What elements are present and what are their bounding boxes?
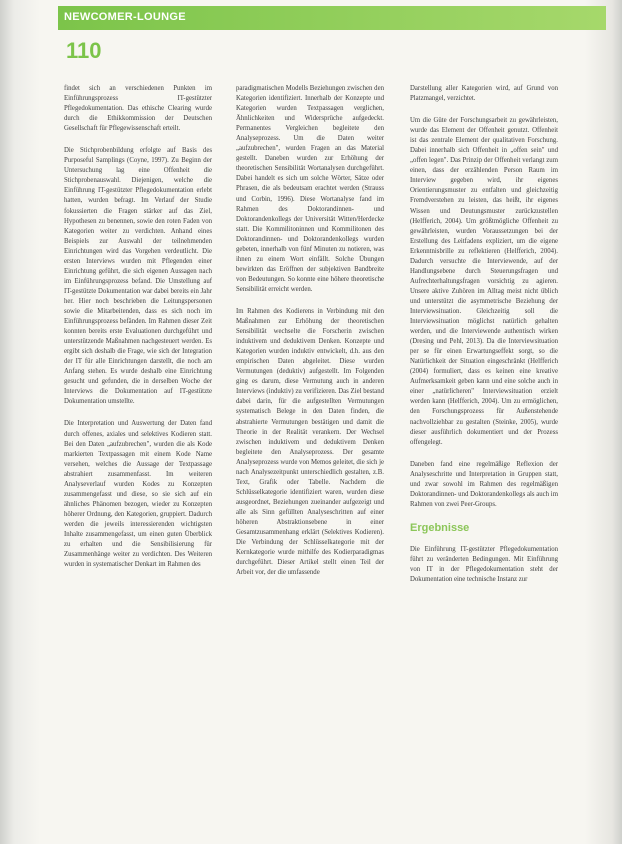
paragraph: Die Interpretation und Auswertung der Daten fand durch offenes, axiales und selektives Kodieren statt. Bei den Daten „aufzubrechen", wurden die als Kode markierten Textpassagen mit einem Kode Name versehen, welches die Aussage der Textpassage abstrahiert zusammenfasst. Im weiteren Analyseverlauf wurden Kodes zu Konzepten zusammengefasst und diese, so sie sich auf ein ähnliches Phänomen bezogen, wieder zu Konzepten höherer Ordnung, den Kategorien, gruppiert. Dadurch werden die jeweils interessierenden wichtigsten Inhalte zusammengefasst, um einen guten Überblick zu erhalten und die Sensibilisierung für Zusammenhänge weiter zu verdichten. Des Weiteren wurden in systematischer Denkart im Rahmen des (64, 420, 212, 569)
paragraph: findet sich an verschiedenen Punkten im Einführungsprozess IT-gestützter Pflegedokumentation. Das ethische Clearing wurde durch die Ethikkommission der Deutschen Gesellschaft für Pflegewissenschaft erteilt. (64, 85, 212, 133)
text-column-3 (410, 84, 558, 597)
section-heading: Ergebnisse (410, 521, 470, 534)
paragraph: paradigmatischen Modells Beziehungen zwischen den Kategorien identifiziert. Innerhalb der Konzepte und Kategorien wurden Textpassagen verglichen, Ähnlichkeiten und Widersprüche aufgedeckt. Permanentes Vergleichen begleitete den Analyseprozess. Um die Daten weiter „aufzubrechen", wurden Fragen an das Material gestellt. Daneben wurden zur Erhöhung der theoretischen Sensibilität Wortanalysen durchgeführt. Dabei handelt es sich um solche Wörter, Sätze oder Phrasen, die als bedeutsam erachtet werden (Strauss und Corbin, 1996). Diese Wortanalyse fand im Rahmen des Doktorandinnen- und Doktorandenkollegs der Universität Witten/Herdecke statt. Die Kommilitoninnen und Kommilitonen des Doktorandinnen- und Doktorandenkollegs wurden gebeten, innerhalb von fünf Minuten zu notieren, was ihnen zu einem Wort einfällt. Solche Übungen bewirkten das Eröffnen der subjektiven Bandbreite von Bedeutungen. So konnte eine höhere theoretische Sensibilität erreicht werden. (236, 85, 384, 293)
section-banner (58, 6, 606, 30)
paragraph: Um die Güte der Forschungsarbeit zu gewährleisten, wurde das Element der Offenheit genutzt. Offenheit ist das zentrale Element der qualitativen Forschung. Dabei innerhalb sich Offenheit in „offen sein" und „offen legen". Das Prinzip der Offenheit verlangt zum einen, dass der erzählenden Person Raum im Interview gegeben wird, ihr eigenes Orientierungsmuster zu entfalten und gleichzeitig Fremdverstehen zu leisten, das heißt, ihr eigenes Wissen und Deutungsmuster zurückzustellen (Helfferich, 2004). Um größtmögliche Offenheit zu gewährleisten, wurden Voraussetzungen bei der Erstellung des Leitfadens expliziert, um die eigene Erkenntnisbrille zu reflektieren (Helfferich, 2004). Dadurch versuchte die Interviewende, auf der Handlungsebene durch Steuerungsfragen und Aufrechterhaltungsfragen vorsichtig zu agieren. Unsere aktive Zuhören im Alltag meist nicht üblich und unterstützt die asymmetrische Beziehung der Interviewsituation. Gleichzeitig soll die Interviewsituation möglichst natürlich gehalten werden, und die Interviewende authentisch wirken (Dresing und Pehl, 2013). Da die Interviewsituation per se für einen Erwartungseffekt sorgt, so die Natürlichkeit der Situation eingeschränkt (Helfferich (2004) formuliert, dass es keinen eine kreative Aufmerksamkeit geben kann und eine solche auch in einer „natürlicheren" Interviewsituation erzielt werden kann (Helfferich, 2004). Um zu ermöglichen, den Forschungsprozess für Außenstehende nachvollziehbar zu gestalten (Steinke, 2005), wurde dieser ausführlich dokumentiert und der Prozess offengelegt. (410, 117, 558, 446)
page-number: 110 (66, 38, 102, 63)
text-column-2 (236, 84, 384, 590)
paragraph: Darstellung aller Kategorien wird, auf Grund von Platzmangel, verzichtet. (410, 85, 558, 103)
paragraph: Die Einführung IT-gestützter Pflegedokumentation führt zu veränderten Bedingungen. Mit Einführung von IT in der Pflegedokumentation steht der Dokumentation eine technische Instanz zur (410, 545, 558, 584)
paragraph: Im Rahmen des Kodierens in Verbindung mit den Maßnahmen zur Erhöhung der theoretischen Sensibilität wechselte die Forscherin zwischen induktivem und deduktivem Denken. Konzepte und Kategorien wurden induktiv entwickelt, d.h. aus den empirischen Daten abgeleitet. Diese wurden Vermutungen (deduktiv) aufgestellt. Im Folgenden ging es darum, diese Vermutung auch in anderen Interviews (induktiv) zu verifizieren. Das Ziel bestand dabei darin, für die aufgestellten Vermutungen systematisch Belege in den Daten finden, die abstrahierte Vermutungen bestätigen und damit die Theorie in der Realität verankern. Der Wechsel zwischen induktivem und deduktivem Denken begleitete den Analyseprozess. Der gesamte Analyseprozess wurde von Memos geleitet, die sich je nach Analysezeitpunkt unterschiedlich gestalten, z.B. Text, Grafik oder Tabelle. Nachdem die Schlüsselkategorie identifiziert waren, wurden diese ausgeordnet, Beziehungen zueinander aufgezeigt und alle als Sinn gefüllten Analyseschritten auf einer höheren Abstraktionsebene in einer Gesamtzusammenhang erklärt (Selektives Kodieren). Die Verbindung der Schlüsselkategorie mit der Kernkategorie wurde mithilfe des Kodierparadigmas durchgeführt. Dieser Artikel stellt einen Teil der Arbeit vor, der die umfassende (236, 307, 384, 577)
text-column-1 (64, 84, 212, 582)
paragraph: Die Stichprobenbildung erfolgte auf Basis des Purposeful Samplings (Coyne, 1997). Zu Beginn der Untersuchung lag eine Offenheit die Stichprobenauswahl. Diejenigen, welche die Einführung IT-gestützter Pflegedokumentation erlebt hatten, wurden befragt. Im Verlauf der Studie fokussierten die Fragen stärker auf das Ziel, Hypothesen zu benennen, sowie den roten Faden von Kategorien weiter zu verdichten. Anhand eines Beispiels zur Auswahl der teilnehmenden Einrichtungen wird das Vorgehen verdeutlicht. Die ersten Interviews wurden mit Pflegenden einer Einrichtung geführt, die sich eigenen Aussagen nach im Einführungsprozess befand. Die Umstellung auf IT-gestützte Dokumentation war dabei bereits ein Jahr her. Hier noch beschrieben die Leitungspersonen sowie die Mitarbeitenden, dass es sich noch im Einführungsprozess befänden. Im Rahmen dieser Zeit konnten bereits erste Evaluationen durchgeführt und unterstützende Maßnahmen nachgesteuert werden. Es ergibt sich deshalb die Frage, wie sich der Integration der IT für alle Einrichtungen darstellt, die noch am Anfang stehen. Es wurde deshalb eine Einrichtung gesucht und gefunden, die in derselben Woche der Interviews die Dokumentation auf IT-gestützte Dokumentation umstellte. (64, 147, 212, 406)
banner-title: NEWCOMER-LOUNGE (64, 11, 186, 23)
paragraph: Daneben fand eine regelmäßige Reflexion der Analyseschritte und Interpretation in Gruppen statt, und zwar sowohl im Rahmen des regelmäßigen Doktorandinnen- und Doktorandenkollegs als auch im Rahmen von zwei Peer-Groups. (410, 460, 558, 508)
